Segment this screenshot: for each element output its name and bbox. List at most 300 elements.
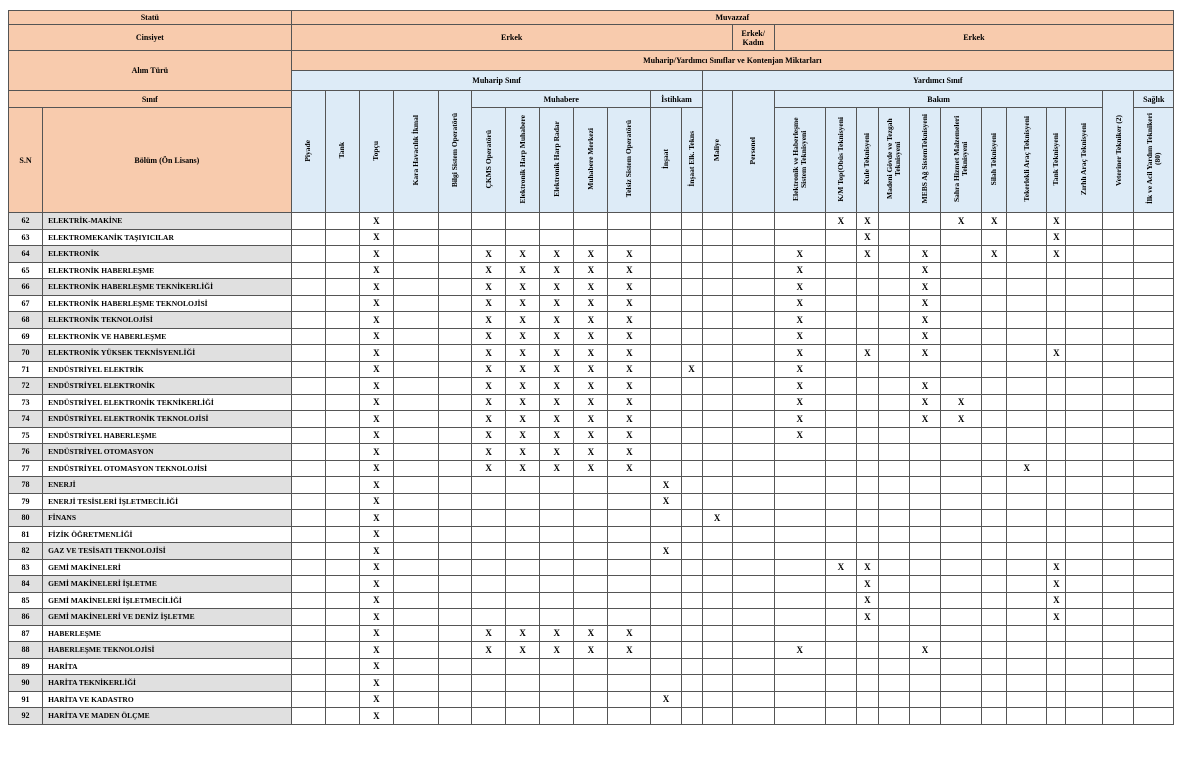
row-cell — [439, 279, 472, 296]
row-cell — [941, 229, 982, 246]
table-row — [9, 378, 1174, 395]
row-cell — [325, 675, 359, 692]
row-mark: X — [506, 246, 540, 263]
row-cell — [1134, 460, 1174, 477]
row-mark: X — [856, 213, 878, 230]
row-cell — [941, 444, 982, 461]
row-bolum: ENDÜSTRİYEL ELEKTRONİK TEKNOLOJİSİ — [43, 411, 292, 428]
row-cell — [325, 213, 359, 230]
row-sn: 67 — [9, 295, 43, 312]
row-cell — [291, 609, 325, 626]
row-cell — [856, 328, 878, 345]
row-cell — [702, 609, 732, 626]
row-cell — [651, 295, 681, 312]
col-tekerlekli-arac-teknisyeni: Tekerlekli Araç Teknisyeni — [1007, 108, 1047, 213]
row-cell — [325, 708, 359, 725]
row-cell — [393, 229, 438, 246]
row-mark: X — [506, 279, 540, 296]
row-cell — [1134, 658, 1174, 675]
row-cell — [681, 691, 702, 708]
row-cell — [825, 262, 856, 279]
row-cell — [941, 609, 982, 626]
row-mark: X — [651, 543, 681, 560]
row-cell — [910, 708, 941, 725]
row-cell — [393, 642, 438, 659]
row-mark: X — [982, 246, 1007, 263]
row-cell — [439, 229, 472, 246]
row-cell — [825, 444, 856, 461]
row-cell — [702, 213, 732, 230]
row-mark: X — [774, 312, 825, 329]
row-cell — [651, 378, 681, 395]
row-cell — [982, 262, 1007, 279]
row-mark: X — [506, 262, 540, 279]
row-cell — [651, 246, 681, 263]
row-cell — [825, 675, 856, 692]
row-bolum: ENDÜSTRİYEL HABERLEŞME — [43, 427, 292, 444]
yardimci-sinif-header: Yardımcı Sınıf — [702, 71, 1173, 91]
row-cell — [1066, 213, 1103, 230]
row-cell — [506, 675, 540, 692]
row-cell — [325, 444, 359, 461]
row-mark: X — [910, 394, 941, 411]
row-cell — [941, 691, 982, 708]
row-cell — [651, 708, 681, 725]
bolum-rows — [9, 213, 1174, 725]
row-mark: X — [910, 411, 941, 428]
row-cell — [910, 213, 941, 230]
row-mark: X — [856, 592, 878, 609]
row-mark: X — [540, 411, 574, 428]
col-madeni-govde-tezgah-teknisyeni: Madeni Gövde ve Tezgah Teknisyeni — [878, 108, 909, 213]
row-cell — [732, 361, 774, 378]
row-mark: X — [941, 213, 982, 230]
row-cell — [1134, 213, 1174, 230]
row-cell — [702, 675, 732, 692]
row-cell — [651, 592, 681, 609]
row-cell — [732, 411, 774, 428]
row-cell — [732, 493, 774, 510]
row-cell — [651, 576, 681, 593]
row-cell — [878, 543, 909, 560]
row-cell — [540, 609, 574, 626]
row-cell — [856, 394, 878, 411]
row-cell — [574, 477, 608, 494]
row-cell — [325, 592, 359, 609]
row-cell — [506, 229, 540, 246]
table-row — [9, 576, 1174, 593]
row-mark: X — [506, 625, 540, 642]
row-mark: X — [540, 642, 574, 659]
row-mark: X — [774, 427, 825, 444]
row-cell — [1103, 295, 1134, 312]
row-mark: X — [359, 427, 393, 444]
row-cell — [1066, 444, 1103, 461]
row-cell — [393, 378, 438, 395]
table-row — [9, 262, 1174, 279]
row-cell — [1103, 246, 1134, 263]
row-sn: 80 — [9, 510, 43, 527]
row-cell — [825, 543, 856, 560]
row-cell — [439, 592, 472, 609]
row-cell — [774, 609, 825, 626]
col-insaat-elk-tekns: İnşaat Elk. Tekns — [681, 108, 702, 213]
row-cell — [1134, 559, 1174, 576]
row-mark: X — [681, 361, 702, 378]
row-cell — [1066, 642, 1103, 659]
row-cell — [291, 229, 325, 246]
row-cell — [291, 526, 325, 543]
row-sn: 71 — [9, 361, 43, 378]
row-cell — [825, 427, 856, 444]
row-cell — [1047, 279, 1066, 296]
row-mark: X — [608, 262, 651, 279]
row-mark: X — [608, 328, 651, 345]
row-cell — [910, 427, 941, 444]
row-cell — [856, 427, 878, 444]
row-cell — [393, 625, 438, 642]
row-cell — [825, 361, 856, 378]
row-cell — [774, 543, 825, 560]
row-cell — [1007, 510, 1047, 527]
row-cell — [941, 312, 982, 329]
row-cell — [856, 361, 878, 378]
row-cell — [910, 526, 941, 543]
row-mark: X — [910, 295, 941, 312]
row-mark: X — [540, 345, 574, 362]
row-mark: X — [856, 246, 878, 263]
row-cell — [1007, 708, 1047, 725]
row-cell — [825, 460, 856, 477]
row-cell — [291, 279, 325, 296]
row-mark: X — [506, 312, 540, 329]
row-mark: X — [651, 493, 681, 510]
table-row — [9, 658, 1174, 675]
row-cell — [878, 229, 909, 246]
row-cell — [574, 576, 608, 593]
row-cell — [825, 279, 856, 296]
row-cell — [1007, 675, 1047, 692]
row-mark: X — [941, 411, 982, 428]
row-cell — [291, 625, 325, 642]
row-cell — [941, 361, 982, 378]
row-cell — [1066, 328, 1103, 345]
row-cell — [1007, 295, 1047, 312]
row-mark: X — [856, 559, 878, 576]
row-mark: X — [506, 328, 540, 345]
row-cell — [393, 411, 438, 428]
row-cell — [506, 526, 540, 543]
row-mark: X — [506, 345, 540, 362]
col-topcu: Topçu — [359, 91, 393, 213]
row-cell — [732, 526, 774, 543]
row-sn: 87 — [9, 625, 43, 642]
row-cell — [1007, 642, 1047, 659]
row-sn: 64 — [9, 246, 43, 263]
row-cell — [941, 625, 982, 642]
row-cell — [439, 460, 472, 477]
row-mark: X — [472, 642, 506, 659]
row-cell — [941, 295, 982, 312]
row-mark: X — [359, 378, 393, 395]
row-cell — [291, 394, 325, 411]
row-cell — [681, 427, 702, 444]
table-row — [9, 477, 1174, 494]
row-cell — [1066, 576, 1103, 593]
row-cell — [941, 543, 982, 560]
row-cell — [1066, 609, 1103, 626]
row-cell — [393, 691, 438, 708]
row-cell — [393, 279, 438, 296]
row-cell — [1007, 609, 1047, 626]
row-mark: X — [359, 295, 393, 312]
row-mark: X — [608, 312, 651, 329]
sinif-label: Sınıf — [9, 91, 292, 108]
row-cell — [825, 493, 856, 510]
row-cell — [439, 691, 472, 708]
row-mark: X — [359, 312, 393, 329]
row-cell — [540, 691, 574, 708]
row-cell — [910, 592, 941, 609]
row-mark: X — [540, 279, 574, 296]
row-cell — [472, 675, 506, 692]
row-cell — [506, 477, 540, 494]
row-cell — [574, 708, 608, 725]
row-mark: X — [1047, 246, 1066, 263]
table-row — [9, 229, 1174, 246]
row-cell — [825, 477, 856, 494]
row-bolum: HABERLEŞME — [43, 625, 292, 642]
row-cell — [825, 526, 856, 543]
row-cell — [608, 592, 651, 609]
table-row — [9, 427, 1174, 444]
row-mark: X — [540, 246, 574, 263]
row-cell — [878, 213, 909, 230]
row-sn: 89 — [9, 658, 43, 675]
row-sn: 76 — [9, 444, 43, 461]
row-cell — [825, 312, 856, 329]
row-cell — [941, 576, 982, 593]
row-cell — [681, 708, 702, 725]
row-cell — [651, 345, 681, 362]
row-cell — [325, 312, 359, 329]
row-mark: X — [506, 427, 540, 444]
col-kara-havacilik-ikmal: Kara Havacılık İkmal — [393, 91, 438, 213]
row-cell — [393, 213, 438, 230]
row-cell — [732, 576, 774, 593]
row-mark: X — [506, 642, 540, 659]
row-cell — [472, 658, 506, 675]
row-cell — [608, 510, 651, 527]
row-mark: X — [540, 625, 574, 642]
row-cell — [774, 658, 825, 675]
row-cell — [506, 213, 540, 230]
row-cell — [439, 609, 472, 626]
row-cell — [291, 411, 325, 428]
row-mark: X — [359, 625, 393, 642]
row-cell — [774, 625, 825, 642]
row-cell — [608, 708, 651, 725]
row-cell — [681, 477, 702, 494]
row-cell — [506, 559, 540, 576]
row-cell — [1103, 328, 1134, 345]
row-sn: 85 — [9, 592, 43, 609]
row-cell — [982, 312, 1007, 329]
cinsiyet-label: Cinsiyet — [9, 25, 292, 51]
row-cell — [325, 262, 359, 279]
row-cell — [1066, 510, 1103, 527]
row-cell — [774, 444, 825, 461]
row-sn: 92 — [9, 708, 43, 725]
col-sahra-hizmet-malzemeleri-teknisyeni: Sahra Hizmet Malzemeleri Teknisyeni — [941, 108, 982, 213]
row-mark: X — [1047, 559, 1066, 576]
row-cell — [1007, 345, 1047, 362]
row-cell — [1134, 592, 1174, 609]
row-mark: X — [359, 609, 393, 626]
row-cell — [472, 691, 506, 708]
row-cell — [325, 246, 359, 263]
row-cell — [472, 510, 506, 527]
table-row — [9, 361, 1174, 378]
table-row — [9, 510, 1174, 527]
row-cell — [472, 609, 506, 626]
row-cell — [910, 576, 941, 593]
row-cell — [856, 279, 878, 296]
row-cell — [774, 213, 825, 230]
row-cell — [681, 246, 702, 263]
row-cell — [732, 229, 774, 246]
row-cell — [982, 543, 1007, 560]
row-bolum: ELEKTRONİK — [43, 246, 292, 263]
col-elektronik-harp-muhabere: Elektronik Harp Muhabere — [506, 108, 540, 213]
row-cell — [982, 493, 1007, 510]
col-zirhli-arac-teknisyeni: Zırhlı Araç Teknisyeni — [1066, 108, 1103, 213]
row-cell — [291, 708, 325, 725]
row-cell — [774, 493, 825, 510]
row-cell — [291, 262, 325, 279]
row-cell — [540, 213, 574, 230]
row-sn: 78 — [9, 477, 43, 494]
row-cell — [702, 460, 732, 477]
row-mark: X — [1007, 460, 1047, 477]
row-mark: X — [608, 427, 651, 444]
row-cell — [825, 576, 856, 593]
row-sn: 74 — [9, 411, 43, 428]
row-cell — [702, 262, 732, 279]
row-cell — [732, 246, 774, 263]
table-row — [9, 691, 1174, 708]
row-cell — [506, 576, 540, 593]
row-cell — [540, 559, 574, 576]
row-cell — [732, 609, 774, 626]
row-mark: X — [472, 444, 506, 461]
row-cell — [291, 543, 325, 560]
row-sn: 62 — [9, 213, 43, 230]
row-sn: 81 — [9, 526, 43, 543]
row-cell — [1066, 361, 1103, 378]
row-cell — [1134, 262, 1174, 279]
row-cell — [1134, 378, 1174, 395]
row-cell — [732, 460, 774, 477]
row-cell — [1007, 559, 1047, 576]
row-cell — [574, 559, 608, 576]
muhabere-header: Muhabere — [472, 91, 651, 108]
row-cell — [1007, 477, 1047, 494]
row-mark: X — [1047, 576, 1066, 593]
row-cell — [439, 295, 472, 312]
row-cell — [1047, 394, 1066, 411]
row-mark: X — [574, 361, 608, 378]
row-cell — [878, 477, 909, 494]
row-cell — [608, 691, 651, 708]
row-cell — [608, 658, 651, 675]
row-mark: X — [856, 576, 878, 593]
row-cell — [439, 559, 472, 576]
row-bolum: FİNANS — [43, 510, 292, 527]
row-cell — [856, 444, 878, 461]
row-cell — [702, 378, 732, 395]
row-mark: X — [359, 262, 393, 279]
row-cell — [982, 658, 1007, 675]
row-cell — [540, 510, 574, 527]
row-cell — [702, 345, 732, 362]
row-cell — [941, 345, 982, 362]
row-cell — [1103, 526, 1134, 543]
row-cell — [1103, 394, 1134, 411]
row-cell — [1134, 691, 1174, 708]
row-mark: X — [359, 510, 393, 527]
row-mark: X — [359, 460, 393, 477]
row-bolum: HARİTA — [43, 658, 292, 675]
row-cell — [1103, 378, 1134, 395]
row-cell — [291, 559, 325, 576]
row-cell — [702, 411, 732, 428]
row-mark: X — [540, 328, 574, 345]
table-row — [9, 675, 1174, 692]
row-cell — [910, 493, 941, 510]
row-mark: X — [574, 642, 608, 659]
row-cell — [325, 559, 359, 576]
row-mark: X — [359, 444, 393, 461]
row-cell — [1103, 625, 1134, 642]
row-cell — [325, 691, 359, 708]
row-cell — [291, 576, 325, 593]
row-cell — [941, 675, 982, 692]
row-cell — [732, 312, 774, 329]
row-cell — [982, 559, 1007, 576]
row-mark: X — [472, 246, 506, 263]
row-cell — [608, 477, 651, 494]
row-cell — [681, 460, 702, 477]
row-cell — [856, 625, 878, 642]
row-cell — [1066, 295, 1103, 312]
row-cell — [856, 312, 878, 329]
row-sn: 68 — [9, 312, 43, 329]
cinsiyet-erkek-kadin: Erkek/ Kadın — [732, 25, 774, 51]
row-mark: X — [574, 345, 608, 362]
row-cell — [506, 510, 540, 527]
row-cell — [651, 559, 681, 576]
row-cell — [982, 229, 1007, 246]
row-cell — [574, 510, 608, 527]
row-mark: X — [774, 262, 825, 279]
row-mark: X — [359, 246, 393, 263]
row-cell — [825, 642, 856, 659]
row-cell — [439, 262, 472, 279]
row-cell — [574, 658, 608, 675]
row-mark: X — [608, 378, 651, 395]
row-cell — [325, 427, 359, 444]
